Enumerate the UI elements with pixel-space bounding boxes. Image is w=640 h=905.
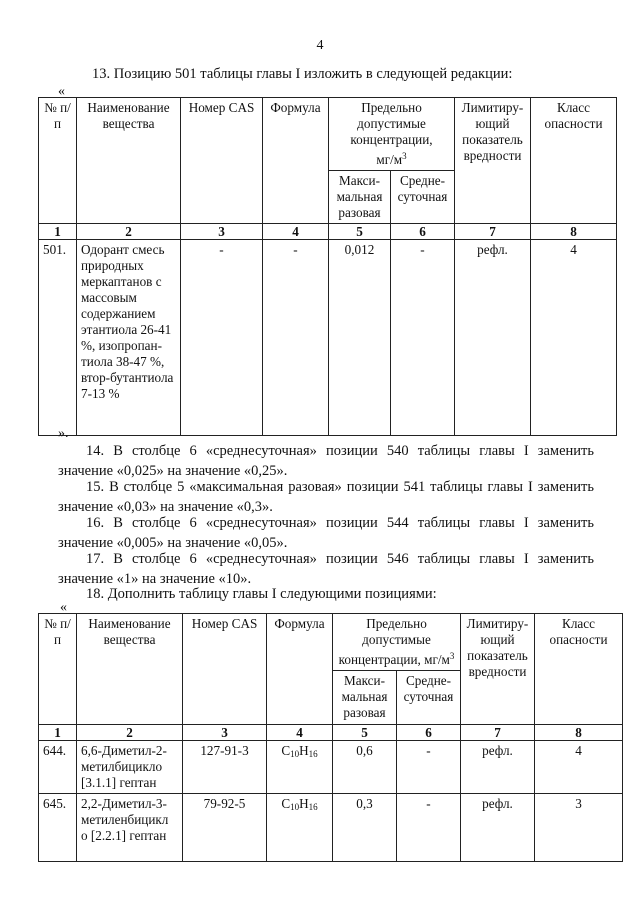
header-limit-unit: мг/м [376, 152, 403, 167]
col-num-5: 5 [329, 224, 391, 240]
row-formula [267, 741, 333, 794]
formula-sub-1: 10 [290, 749, 300, 759]
col-num-7: 7 [455, 224, 531, 240]
col-num-4: 4 [267, 725, 333, 741]
row-cas: - [181, 240, 263, 436]
row-hazard: 4 [531, 240, 617, 436]
row-max: 0,6 [333, 741, 397, 794]
header-cas: Номер CAS [183, 614, 267, 725]
header-name: Наименование вещества [77, 98, 181, 224]
col-num-5: 5 [333, 725, 397, 741]
col-num-2: 2 [77, 725, 183, 741]
item-15-text: 15. В столбце 5 «максимальная разовая» позиции 541 таблицы главы I заменить значение «0,03» на значение «0,3». [58, 479, 594, 515]
row-avg: - [397, 794, 461, 862]
row-formula: - [263, 240, 329, 436]
table-2 [38, 613, 623, 862]
header-limit [333, 614, 461, 671]
item-14-text: 14. В столбце 6 «среднесуточная» позиции 540 таблицы главы I заменить значение «0,025» на значение «0,25». [58, 443, 594, 479]
row-hazard: 4 [535, 741, 623, 794]
header-avg: Средне-суточная [397, 671, 461, 725]
row-num: 644. [39, 741, 77, 794]
col-num-2: 2 [77, 224, 181, 240]
col-num-3: 3 [183, 725, 267, 741]
column-number-row [39, 725, 623, 741]
row-cas: 127-91-3 [183, 741, 267, 794]
row-name: Одорант смесь природных меркаптанов с массовым содержанием этантиола 26-41 %, изопропан-тиола 38-47 %, втор-бутантиола 7-13 % [77, 240, 181, 436]
item-13-text: 13. Позицию 501 таблицы главы I изложить в следующей редакции: [92, 66, 513, 82]
open-quote-1: « [58, 84, 65, 99]
header-limit-text: Предельно допустимые концентрации, [350, 100, 433, 147]
header-limit-unit-sup: 3 [402, 151, 407, 161]
close-quote-1: ». [58, 426, 69, 441]
row-limiting: рефл. [461, 741, 535, 794]
formula-c: C [281, 743, 291, 758]
row-avg: - [397, 741, 461, 794]
header-limit-unit-sup: 3 [449, 651, 455, 661]
header-num: № п/п [39, 614, 77, 725]
formula-sub-2: 16 [308, 802, 318, 812]
row-hazard: 3 [535, 794, 623, 862]
row-num: 501. [39, 240, 77, 436]
item-16-text: 16. В столбце 6 «среднесуточная» позиции 544 таблицы главы I заменить значение «0,005» на значение «0,05». [58, 515, 594, 551]
formula-h: H [299, 743, 309, 758]
col-num-1: 1 [39, 725, 77, 741]
item-18-text: 18. Дополнить таблицу главы I следующими позициями: [86, 586, 437, 602]
row-max: 0,012 [329, 240, 391, 436]
header-max: Макси-мальная разовая [329, 171, 391, 224]
header-limit-text: Предельно допустимые концентрации, мг/м [338, 616, 450, 667]
header-limit [329, 98, 455, 171]
header-max: Макси-мальная разовая [333, 671, 397, 725]
header-limiting: Лимитиру-ющий показатель вредности [461, 614, 535, 725]
row-limiting: рефл. [461, 794, 535, 862]
row-name: 2,2-Диметил-3-метиленбицикл о [2.2.1] гептан [77, 794, 183, 862]
header-hazard: Класс опасности [531, 98, 617, 224]
col-num-4: 4 [263, 224, 329, 240]
formula-c: C [281, 796, 291, 811]
col-num-8: 8 [531, 224, 617, 240]
row-limiting: рефл. [455, 240, 531, 436]
row-max: 0,3 [333, 794, 397, 862]
col-num-6: 6 [391, 224, 455, 240]
col-num-8: 8 [535, 725, 623, 741]
table-row [39, 794, 623, 862]
row-name: 6,6-Диметил-2-метилбицикло [3.1.1] гептан [77, 741, 183, 794]
column-number-row [39, 224, 617, 240]
formula-h: H [299, 796, 309, 811]
formula-sub-2: 16 [308, 749, 318, 759]
header-formula: Формула [263, 98, 329, 224]
col-num-7: 7 [461, 725, 535, 741]
row-formula [267, 794, 333, 862]
col-num-6: 6 [397, 725, 461, 741]
table-row [39, 240, 617, 436]
header-formula: Формула [267, 614, 333, 725]
header-num: № п/п [39, 98, 77, 224]
page-number: 4 [316, 38, 324, 53]
row-cas: 79-92-5 [183, 794, 267, 862]
open-quote-2: « [60, 600, 67, 615]
table-1 [38, 97, 617, 436]
formula-sub-1: 10 [290, 802, 300, 812]
row-num: 645. [39, 794, 77, 862]
col-num-1: 1 [39, 224, 77, 240]
header-name: Наименование вещества [77, 614, 183, 725]
header-hazard: Класс опасности [535, 614, 623, 725]
header-limiting: Лимитиру-ющий показатель вредности [455, 98, 531, 224]
col-num-3: 3 [181, 224, 263, 240]
item-17-text: 17. В столбце 6 «среднесуточная» позиции 546 таблицы главы I заменить значение «1» на значение «10». [58, 551, 594, 587]
header-avg: Средне-суточная [391, 171, 455, 224]
row-avg: - [391, 240, 455, 436]
header-cas: Номер CAS [181, 98, 263, 224]
table-row [39, 741, 623, 794]
